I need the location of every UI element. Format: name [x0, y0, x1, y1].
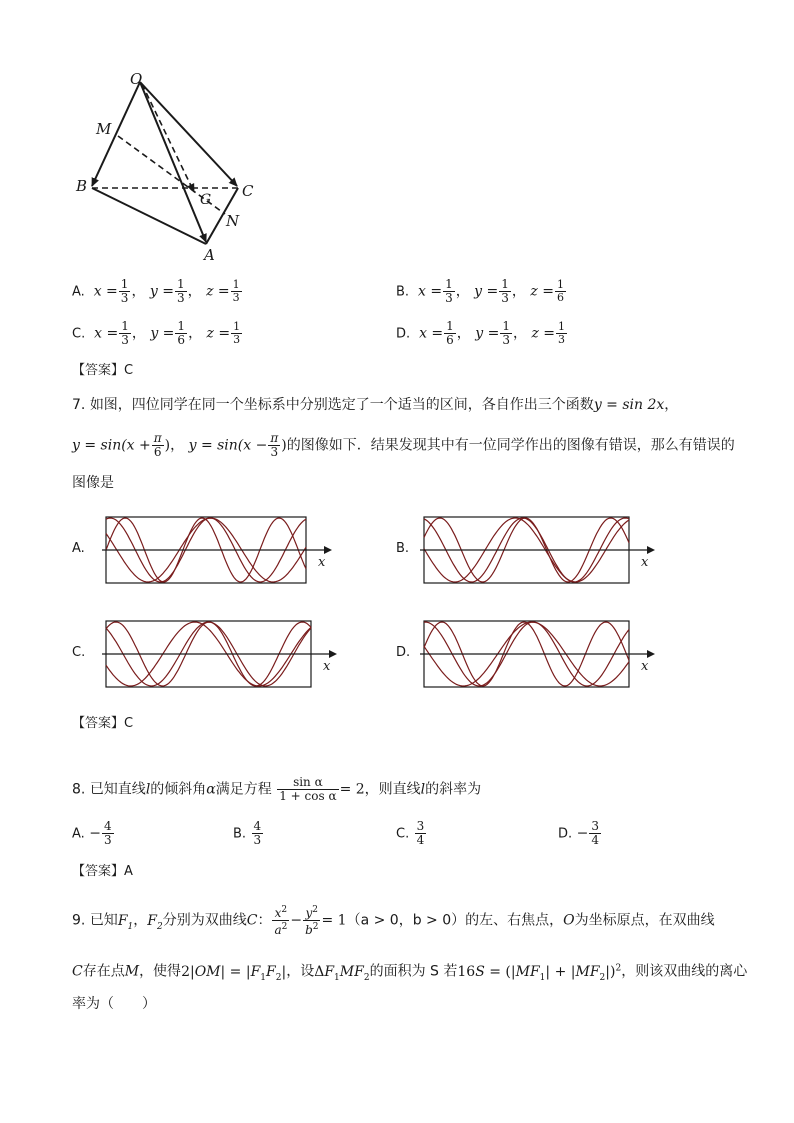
label-C: C [242, 182, 254, 200]
q8-option-b[interactable]: B. $\frac{4}{3}$ [233, 819, 262, 847]
graph-option-b[interactable] [414, 512, 664, 592]
q9-line-3: 率为（ ） [72, 996, 156, 1012]
x-axis-arrow-icon [647, 546, 655, 554]
q8-option-c[interactable]: C. $\frac{3}{4}$ [396, 819, 425, 847]
edge-OA [140, 82, 206, 242]
x-axis-label: x [318, 555, 326, 570]
graph-a-label: A. [72, 541, 85, 556]
q7-line-1: 7. 如图，四位同学在同一个坐标系中分别选定了一个适当的区间，各自作出三个函数y = sin 2x， [72, 397, 679, 413]
x-axis-arrow-icon [324, 546, 332, 554]
q6-option-d[interactable]: D. x = $\frac{1}{6}$ ， y = $\frac{1}{3}$ ， z = $\frac{1}{3}$ [396, 319, 566, 347]
q6-option-c[interactable]: C. x = $\frac{1}{3}$ ， y = $\frac{1}{6}$ ， z = $\frac{1}{3}$ [72, 319, 241, 347]
q9-line-2: C存在点M，使得$2|OM| = |F_1F_2|$，设$\Delta F_1MF_2$的面积为 S 若$16S = (|MF_1| + |MF_2|)^2$，则该双曲线的离心 [72, 963, 748, 983]
q7-line-2: y = sin(x + $\frac{\pi}{6}$ )， y = sin(x − $\frac{\pi}{3}$ )的图像如下．结果发现其中有一位同学作出的图像有错误，那么有错误的 [72, 431, 735, 459]
tetrahedron-diagram [70, 64, 270, 264]
graph-option-c[interactable] [96, 616, 346, 696]
label-M: M [96, 120, 112, 138]
graph-option-a[interactable] [96, 512, 346, 592]
q8-answer: 【答案】A [72, 864, 133, 879]
graph-option-d[interactable] [414, 616, 664, 696]
q6-answer: 【答案】C [72, 363, 134, 378]
label-G: G [200, 192, 212, 208]
x-axis-arrow-icon [647, 650, 655, 658]
label-N: N [226, 212, 240, 230]
vector-OG-dashed [142, 84, 194, 192]
q6-option-b[interactable]: B. x = $\frac{1}{3}$ ， y = $\frac{1}{3}$ ， z = $\frac{1}{6}$ [396, 277, 564, 305]
label-B: B [76, 177, 88, 195]
edge-OC [140, 82, 237, 186]
x-axis-arrow-icon [329, 650, 337, 658]
q9-line-1: 9. 已知$F_1$，$F_2$分别为双曲线C： $\frac{x^2}{a^2}$ − $\frac{y^2}{b^2}$ = 1（a > 0，b > 0）的左、右焦点，O为坐标原点，在双曲线 [72, 905, 715, 937]
q7-line-3: 图像是 [72, 475, 114, 491]
q8-stem: 8. 已知直线l的倾斜角α满足方程 $\frac{\text{sin α}}{\text{1 + cos α}}$ = 2，则直线l的斜率为 [72, 775, 482, 803]
edge-BA [92, 188, 206, 244]
graph-d-label: D. [396, 645, 411, 660]
q8-option-d[interactable]: D. − $\frac{3}{4}$ [558, 819, 599, 847]
q8-option-a[interactable]: A. − $\frac{4}{3}$ [72, 819, 112, 847]
graph-b-label: B. [396, 541, 410, 556]
label-O: O [130, 70, 143, 88]
x-axis-label: x [323, 659, 331, 674]
q7-answer: 【答案】C [72, 716, 134, 731]
label-A: A [204, 246, 215, 264]
graph-c-label: C. [72, 645, 86, 660]
x-axis-label: x [641, 555, 649, 570]
q6-option-a[interactable]: A. x = $\frac{1}{3}$ ， y = $\frac{1}{3}$ ， z = $\frac{1}{3}$ [72, 277, 240, 305]
x-axis-label: x [641, 659, 649, 674]
